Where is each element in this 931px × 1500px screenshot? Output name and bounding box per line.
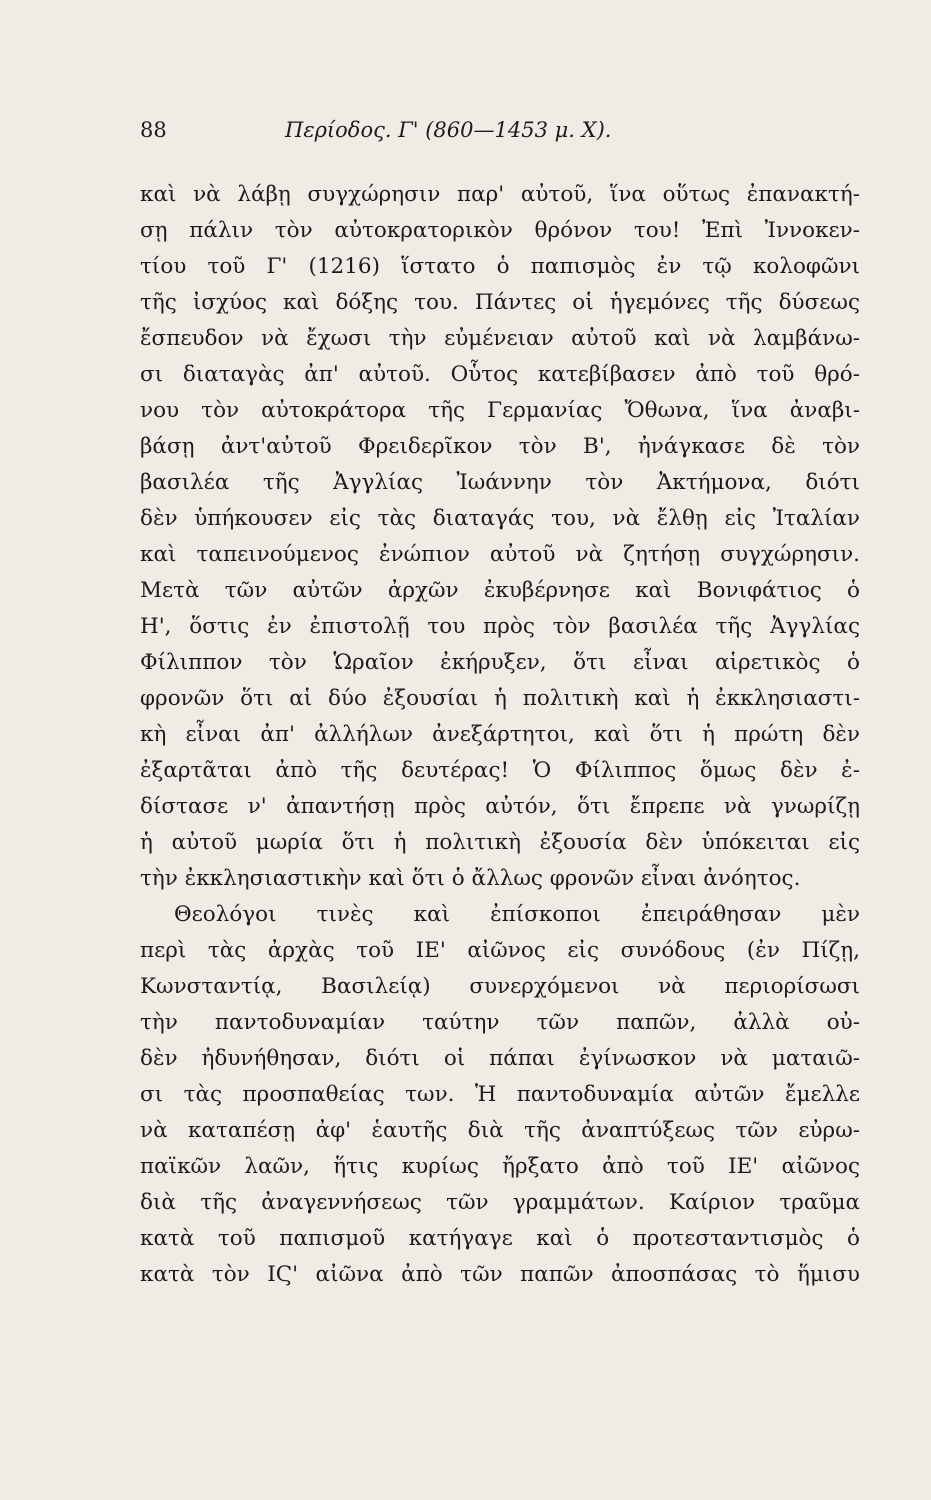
text-line: σι διαταγὰς ἀπ' αὐτοῦ. Οὗτος κατεβίβασεν ἀπὸ τοῦ θρό- (140, 362, 860, 387)
text-line: διὰ τῆς ἀναγεννήσεως τῶν γραμμάτων. Καίριον τραῦμα (140, 1190, 860, 1215)
paragraph (140, 177, 860, 897)
text-line: καὶ νὰ λάβῃ συγχώρησιν παρ' αὐτοῦ, ἵνα οὕτως ἐπανακτή- (140, 182, 860, 207)
text-line: περὶ τὰς ἀρχὰς τοῦ ΙΕ' αἰῶνος εἰς συνόδους (ἐν Πίζῃ, (140, 938, 860, 963)
text-line: Φίλιππον τὸν Ὡραῖον ἐκήρυξεν, ὅτι εἶναι αἱρετικὸς ὁ (140, 650, 860, 675)
text-line: νου τὸν αὐτοκράτορα τῆς Γερμανίας Ὄθωνα, ἵνα ἀναβι- (140, 398, 860, 423)
text-line: καὶ ταπεινούμενος ἐνώπιον αὐτοῦ νὰ ζητήσῃ συγχώρησιν. (140, 542, 860, 567)
text-line: ἡ αὐτοῦ μωρία ὅτι ἡ πολιτικὴ ἐξουσία δὲν ὑπόκειται εἰς (140, 830, 860, 855)
text-line: Κωνσταντίᾳ, Βασιλείᾳ) συνερχόμενοι νὰ περιορίσωσι (140, 974, 860, 999)
text-line: τὴν παντοδυναμίαν ταύτην τῶν παπῶν, ἀλλὰ οὐ- (140, 1010, 860, 1035)
body-text (140, 177, 860, 1293)
text-line: σῃ πάλιν τὸν αὐτοκρατορικὸν θρόνον του! Ἐπὶ Ἰννοκεν- (140, 218, 860, 243)
text-line: κατὰ τὸν ΙϚ' αἰῶνα ἀπὸ τῶν παπῶν ἀποσπάσας τὸ ἥμισυ (140, 1262, 860, 1287)
paragraph (140, 897, 860, 1293)
text-line: τίου τοῦ Γ' (1216) ἵστατο ὁ παπισμὸς ἐν τῷ κολοφῶνι (140, 254, 860, 279)
text-line: σι τὰς προσπαθείας των. Ἡ παντοδυναμία αὐτῶν ἔμελλε (140, 1082, 860, 1107)
text-line: κὴ εἶναι ἀπ' ἀλλήλων ἀνεξάρτητοι, καὶ ὅτι ἡ πρώτη δὲν (140, 722, 860, 747)
page-number: 88 (140, 118, 167, 142)
text-line: δίστασε ν' ἀπαντήσῃ πρὸς αὐτόν, ὅτι ἔπρεπε νὰ γνωρίζῃ (140, 794, 860, 819)
text-line: βασιλέα τῆς Ἀγγλίας Ἰωάννην τὸν Ἀκτήμονα, διότι (140, 470, 860, 495)
text-line: κατὰ τοῦ παπισμοῦ κατήγαγε καὶ ὁ προτεσταντισμὸς ὁ (140, 1226, 860, 1251)
text-line: δὲν ὑπήκουσεν εἰς τὰς διαταγάς του, νὰ ἔλθῃ εἰς Ἰταλίαν (140, 506, 860, 531)
text-line: ἔσπευδον νὰ ἔχωσι τὴν εὐμένειαν αὐτοῦ καὶ νὰ λαμβάνω- (140, 326, 860, 351)
text-line: Μετὰ τῶν αὐτῶν ἀρχῶν ἐκυβέρνησε καὶ Βονιφάτιος ὁ (140, 578, 860, 603)
page-header (140, 118, 860, 148)
text-line: Η', ὅστις ἐν ἐπιστολῇ του πρὸς τὸν βασιλέα τῆς Ἀγγλίας (140, 614, 860, 639)
text-line: νὰ καταπέσῃ ἀφ' ἑαυτῆς διὰ τῆς ἀναπτύξεως τῶν εὐρω- (140, 1118, 860, 1143)
text-line: Θεολόγοι τινὲς καὶ ἐπίσκοποι ἐπειράθησαν μὲν (174, 902, 860, 927)
text-line: βάσῃ ἀντ'αὐτοῦ Φρειδερῖκον τὸν Β', ἠνάγκασε δὲ τὸν (140, 434, 860, 459)
text-line: ἐξαρτᾶται ἀπὸ τῆς δευτέρας! Ὁ Φίλιππος ὅμως δὲν ἐ- (140, 758, 860, 783)
text-line: τὴν ἐκκλησιαστικὴν καὶ ὅτι ὁ ἄλλως φρονῶν εἶναι ἀνόητος. (140, 866, 801, 891)
text-line: φρονῶν ὅτι αἱ δύο ἐξουσίαι ἡ πολιτικὴ καὶ ἡ ἐκκλησιαστι- (140, 686, 860, 711)
text-line: δὲν ἠδυνήθησαν, διότι οἱ πάπαι ἐγίνωσκον νὰ ματαιῶ- (140, 1046, 860, 1071)
running-head: Περίοδος. Γ' (860—1453 μ. Χ). (285, 118, 612, 142)
text-line: παϊκῶν λαῶν, ἥτις κυρίως ἤρξατο ἀπὸ τοῦ ΙΕ' αἰῶνος (140, 1154, 860, 1179)
text-line: τῆς ἰσχύος καὶ δόξης του. Πάντες οἱ ἡγεμόνες τῆς δύσεως (140, 290, 860, 315)
